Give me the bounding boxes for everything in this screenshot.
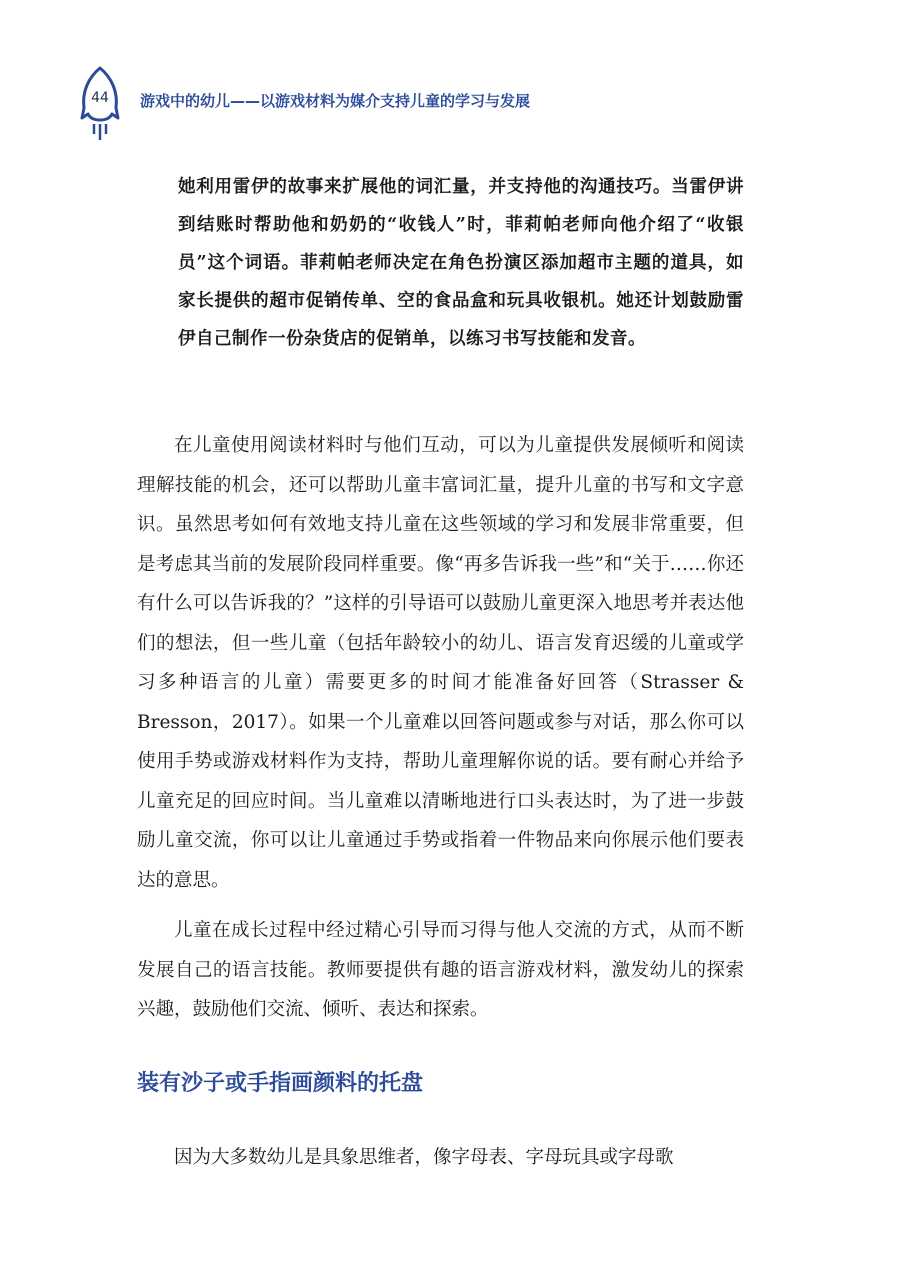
body-paragraph-2: 儿童在成长过程中经过精心引导而习得与他人交流的方式，从而不断发展自己的语言技能。教师要提供有趣的语言游戏材料，激发幼儿的探索兴趣，鼓励他们交流、倾听、表达和探索。 [137, 920, 744, 1020]
case-study-quote [178, 168, 744, 358]
body-paragraph-3: 因为大多数幼儿是具象思维者，像字母表、字母玩具或字母歌 [174, 1147, 674, 1168]
page-header [76, 64, 776, 144]
running-title: 游戏中的幼儿——以游戏材料为媒介支持儿童的学习与发展 [140, 92, 531, 110]
page-number: 44 [91, 90, 109, 106]
body-paragraph-1: 在儿童使用阅读材料时与他们互动，可以为儿童提供发展倾听和阅读理解技能的机会，还可以帮助儿童丰富词汇量，提升儿童的书写和文字意识。虽然思考如何有效地支持儿童在这些领域的学习和发展非常重要，但是考虑其当前的发展阶段同样重要。像“再多告诉我一些”和“关于……你还有什么可以告诉我的？”这样的引导语可以鼓励儿童更深入地思考并表达他们的想法，但一些儿童（包括年龄较小的幼儿、语言发育迟缓的儿童或学习多种语言的儿童）需要更多的时间才能准备好回答（Strasser & Bresson，2017）。如果一个儿童难以回答问题或参与对话，那么你可以使用手势或游戏材料作为支持，帮助儿童理解你说的话。要有耐心并给予儿童充足的回应时间。当儿童难以清晰地进行口头表达时，为了进一步鼓励儿童交流，你可以让儿童通过手势或指着一件物品来向你展示他们要表达的意思。 [137, 435, 744, 891]
quote-text: 她利用雷伊的故事来扩展他的词汇量，并支持他的沟通技巧。当雷伊讲到结账时帮助他和奶奶的“收钱人”时，菲莉帕老师向他介绍了“收银员”这个词语。菲莉帕老师决定在角色扮演区添加超市主题的道具，如家长提供的超市促销传单、空的食品盒和玩具收银机。她还计划鼓励雷伊自己制作一份杂货店的促销单，以练习书写技能和发音。 [178, 177, 744, 349]
section-heading: 装有沙子或手指画颜料的托盘 [137, 1071, 424, 1096]
